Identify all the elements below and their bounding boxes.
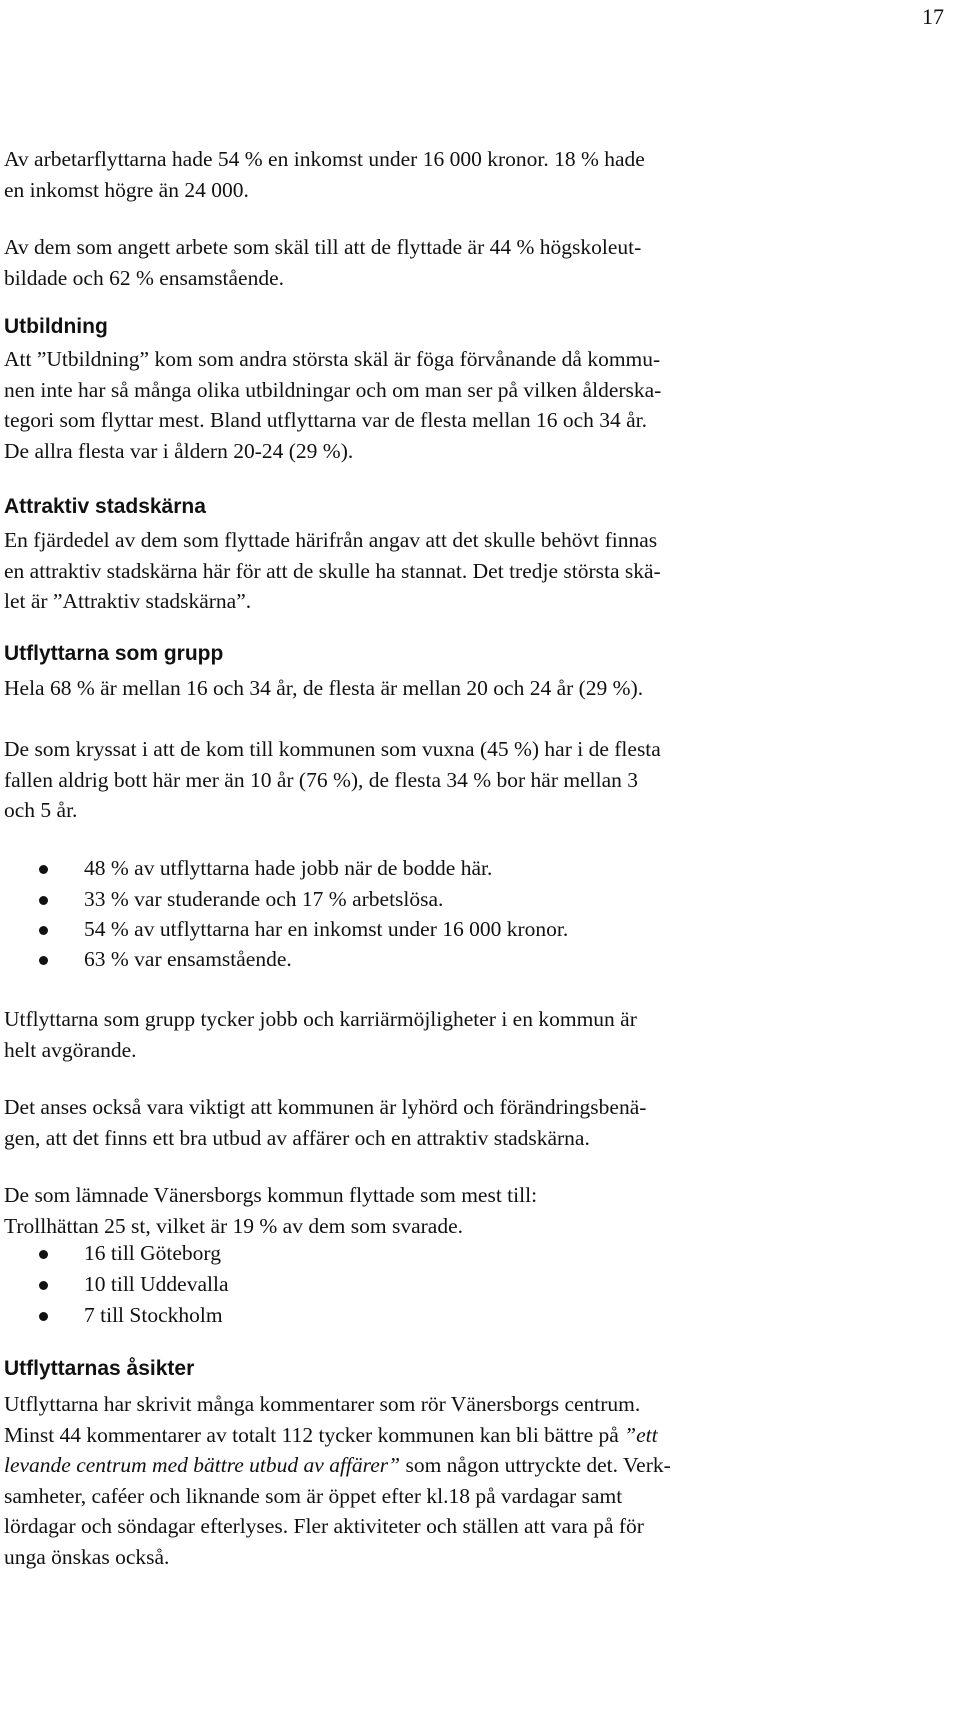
paragraph-attraktiv [4, 525, 952, 617]
bullet-text: 63 % var ensamstående. [84, 947, 292, 971]
text-line: Av dem som angett arbete som skäl till att de flyttade är 44 % högskoleut- [4, 235, 642, 259]
paragraph-age [4, 673, 952, 704]
bullet-item [84, 853, 492, 884]
bullet-text: 48 % av utflyttarna hade jobb när de bodde här. [84, 856, 493, 880]
paragraph-work-reason [4, 232, 952, 293]
bullet-text: 54 % av utflyttarna har en inkomst under 16 000 kronor. [84, 917, 569, 941]
bullet-text: 7 till Stockholm [84, 1303, 223, 1327]
bullet-item [84, 884, 443, 915]
bullet-icon [39, 1281, 48, 1290]
page-number: 17 [922, 4, 944, 29]
text-line: Trollhättan 25 st, vilket är 19 % av dem som svarade. [4, 1213, 463, 1238]
bullet-item [84, 1300, 223, 1331]
text-line: De allra flesta var i åldern 20-24 (29 %). [4, 438, 354, 463]
text-line: Av arbetarflyttarna hade 54 % en inkomst under 16 000 kronor. 18 % hade [4, 147, 645, 171]
text-line: unga önskas också. [4, 1544, 170, 1569]
paragraph-karriar [4, 1004, 952, 1065]
text-line [4, 1420, 952, 1451]
text-line: Utflyttarna som grupp tycker jobb och karriärmöjligheter i en kommun är [4, 1007, 637, 1031]
bullet-icon [39, 896, 48, 905]
paragraph-utbildning [4, 344, 952, 466]
bullet-icon [39, 956, 48, 965]
bullet-icon [39, 926, 48, 935]
bullet-text: 10 till Uddevalla [84, 1272, 229, 1296]
text-line: fallen aldrig bott här mer än 10 år (76 %), de flesta 34 % bor här mellan 3 [4, 767, 639, 792]
text-line [4, 1450, 952, 1481]
paragraph-vuxna [4, 734, 952, 826]
text-line: De som kryssat i att de kom till kommunen som vuxna (45 %) har i de flesta [4, 737, 661, 761]
bullet-item [84, 1269, 229, 1300]
text-line: let är ”Attraktiv stadskärna”. [4, 589, 252, 613]
paragraph-asikter [4, 1389, 952, 1572]
bullet-item [84, 914, 568, 945]
text-line: En fjärdedel av dem som flyttade härifrån angav att det skulle behövt finnas [4, 528, 658, 552]
quote-text: ”ett [624, 1422, 658, 1447]
text-line: samheter, caféer och liknande som är öppet efter kl.18 på vardagar samt [4, 1483, 623, 1508]
bullet-item [84, 1238, 221, 1269]
text-line: Det anses också vara viktigt att kommunen är lyhörd och förändringsbenä- [4, 1095, 647, 1119]
text-line: bildade och 62 % ensamstående. [4, 265, 285, 290]
text-line: helt avgörande. [4, 1037, 137, 1062]
heading-utflyttarnas-asikter: Utflyttarnas åsikter [4, 1357, 195, 1380]
text-line: och 5 år. [4, 798, 78, 822]
text-line: en inkomst högre än 24 000. [4, 177, 249, 202]
bullet-icon [39, 1312, 48, 1321]
text-line: Hela 68 % är mellan 16 och 34 år, de flesta är mellan 20 och 24 år (29 %). [4, 676, 644, 700]
heading-utflyttarna-grupp: Utflyttarna som grupp [4, 642, 224, 665]
text-line: gen, att det finns ett bra utbud av affärer och en attraktiv stadskärna. [4, 1125, 590, 1150]
bullet-icon [39, 865, 48, 874]
text-line: Utflyttarna har skrivit många kommentarer som rör Vänersborgs centrum. [4, 1392, 641, 1416]
bullet-item [84, 944, 292, 975]
heading-utbildning: Utbildning [4, 315, 108, 338]
text-line: nen inte har så många olika utbildningar och om man ser på vilken ålderska- [4, 377, 662, 402]
paragraph-lyhord [4, 1092, 952, 1153]
text-line: en attraktiv stadskärna här för att de skulle ha stannat. Det tredje största skä- [4, 558, 661, 583]
heading-attraktiv-stadskarna: Attraktiv stadskärna [4, 495, 206, 518]
text-line: De som lämnade Vänersborgs kommun flyttade som mest till: [4, 1183, 538, 1207]
text-segment: Minst 44 kommentarer av totalt 112 tycker kommunen kan bli bättre på [4, 1422, 625, 1447]
bullet-icon [39, 1250, 48, 1259]
text-line: lördagar och söndagar efterlyses. Fler aktiviteter och ställen att vara på för [4, 1514, 644, 1538]
paragraph-destinations [4, 1180, 952, 1241]
text-line: Att ”Utbildning” kom som andra största skäl är föga förvånande då kommu- [4, 347, 661, 371]
bullet-text: 16 till Göteborg [84, 1241, 221, 1265]
text-segment: som någon uttryckte det. Verk- [400, 1453, 671, 1477]
text-line: tegori som flyttar mest. Bland utflyttarna var de flesta mellan 16 och 34 år. [4, 408, 648, 432]
bullet-text: 33 % var studerande och 17 % arbetslösa. [84, 887, 444, 911]
quote-text: levande centrum med bättre utbud av affärer” [4, 1453, 401, 1477]
paragraph-income [4, 144, 952, 205]
